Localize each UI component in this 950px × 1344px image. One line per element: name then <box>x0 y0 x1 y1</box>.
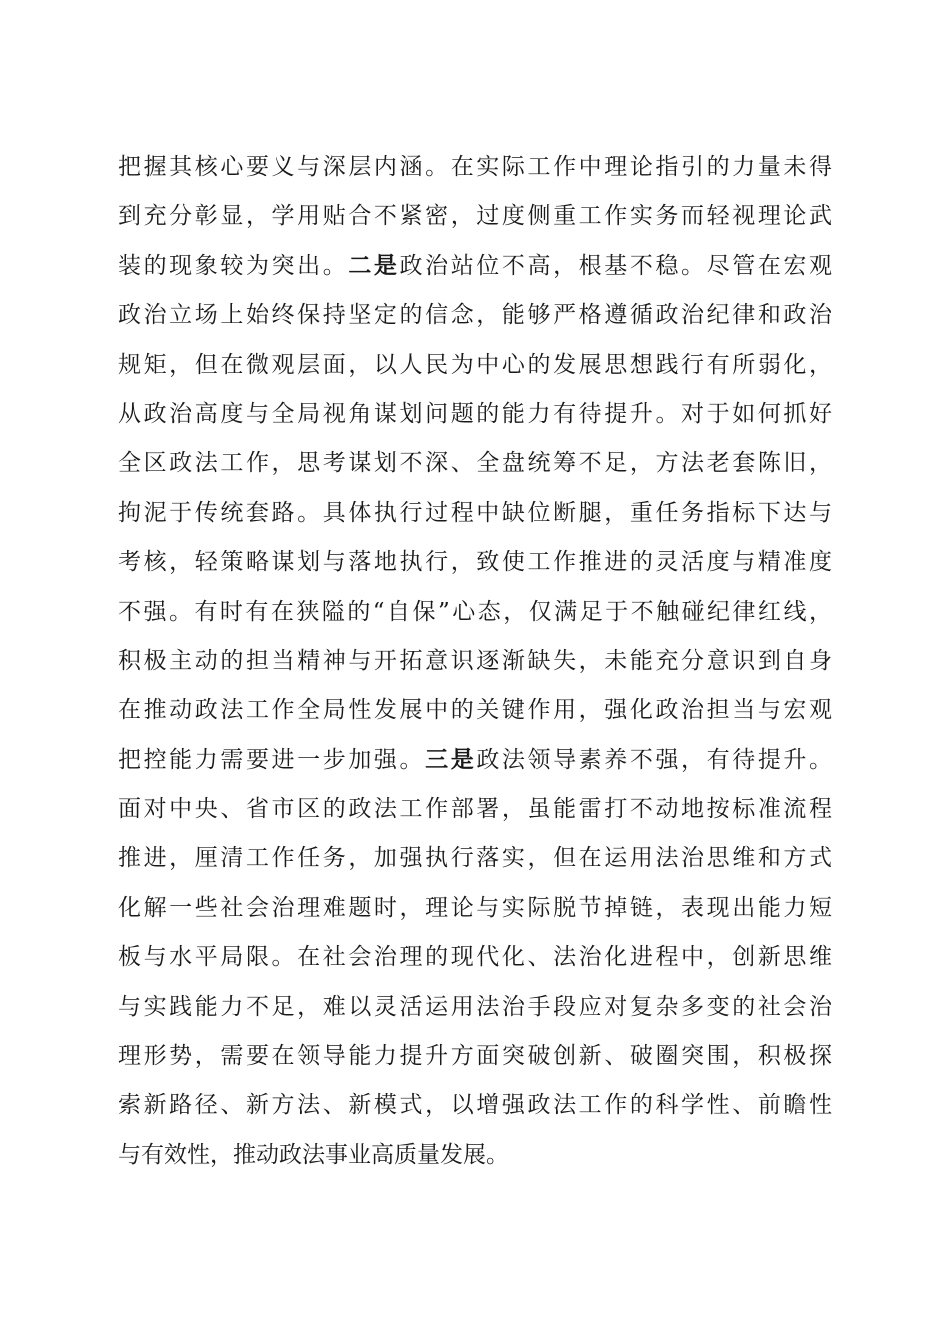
line-text: 政治立场上始终保持坚定的信念，能够严格遵循政治纪律和政治 <box>118 302 835 329</box>
line-text: 与实践能力不足，难以灵活运用法治手段应对复杂多变的社会治 <box>118 993 835 1020</box>
line-text: 不强。有时有在狭隘的“自保”心态，仅满足于不触碰纪律红线， <box>118 598 835 625</box>
line-text: 全区政法工作，思考谋划不深、全盘统筹不足，方法老套陈旧， <box>118 450 835 477</box>
text-line <box>118 1031 835 1080</box>
line-text: 到充分彰显，学用贴合不紧密，过度侧重工作实务而轻视理论武 <box>118 203 835 230</box>
line-text: 把控能力需要进一步加强。 <box>118 746 426 773</box>
text-line <box>118 1080 835 1129</box>
line-text: 政法领导素养不强，有待提升。 <box>476 746 835 773</box>
line-text: 理形势，需要在领导能力提升方面突破创新、破圈突围，积极探 <box>118 1043 835 1070</box>
emphasis-text: 三是 <box>425 745 477 773</box>
line-text: 拘泥于传统套路。具体执行过程中缺位断腿，重任务指标下达与 <box>118 499 835 526</box>
text-line <box>118 241 835 290</box>
text-line <box>118 142 835 191</box>
text-line <box>118 389 835 438</box>
text-line <box>118 438 835 487</box>
line-text: 政治站位不高，根基不稳。尽管在宏观 <box>399 252 835 279</box>
line-text: 考核，轻策略谋划与落地执行，致使工作推进的灵活度与精准度 <box>118 549 835 576</box>
text-line <box>118 1130 832 1179</box>
line-text: 板与水平局限。在社会治理的现代化、法治化进程中，创新思维 <box>118 944 835 971</box>
text-line <box>118 636 835 685</box>
emphasis-text: 二是 <box>348 251 400 279</box>
text-line <box>118 537 835 586</box>
line-text: 索新路径、新方法、新模式，以增强政法工作的科学性、前瞻性 <box>118 1092 835 1119</box>
line-text: 与有效性，推动政法事业高质量发展。 <box>118 1141 509 1168</box>
line-text: 在推动政法工作全局性发展中的关键作用，强化政治担当与宏观 <box>118 697 835 724</box>
text-line <box>118 488 835 537</box>
line-text: 从政治高度与全局视角谋划问题的能力有待提升。对于如何抓好 <box>118 400 835 427</box>
text-line <box>118 833 835 882</box>
text-line <box>118 290 835 339</box>
line-text: 把握其核心要义与深层内涵。在实际工作中理论指引的力量未得 <box>118 154 835 180</box>
text-line <box>118 685 835 734</box>
line-text: 装的现象较为突出。 <box>118 252 349 279</box>
text-line <box>118 784 835 833</box>
line-text: 规矩，但在微观层面，以人民为中心的发展思想践行有所弱化， <box>118 351 835 378</box>
text-line <box>118 883 835 932</box>
line-text: 积极主动的担当精神与开拓意识逐渐缺失，未能充分意识到自身 <box>118 647 835 674</box>
text-line <box>118 982 835 1031</box>
line-text: 化解一些社会治理难题时，理论与实际脱节掉链，表现出能力短 <box>118 894 835 921</box>
text-line <box>118 932 835 981</box>
text-line <box>118 191 835 240</box>
text-line <box>118 587 835 636</box>
line-text: 面对中央、省市区的政法工作部署，虽能雷打不动地按标准流程 <box>118 796 835 823</box>
line-text: 推进，厘清工作任务，加强执行落实，但在运用法治思维和方式 <box>118 845 835 872</box>
text-line <box>118 735 835 784</box>
body-text <box>118 142 835 1179</box>
text-line <box>118 340 835 389</box>
